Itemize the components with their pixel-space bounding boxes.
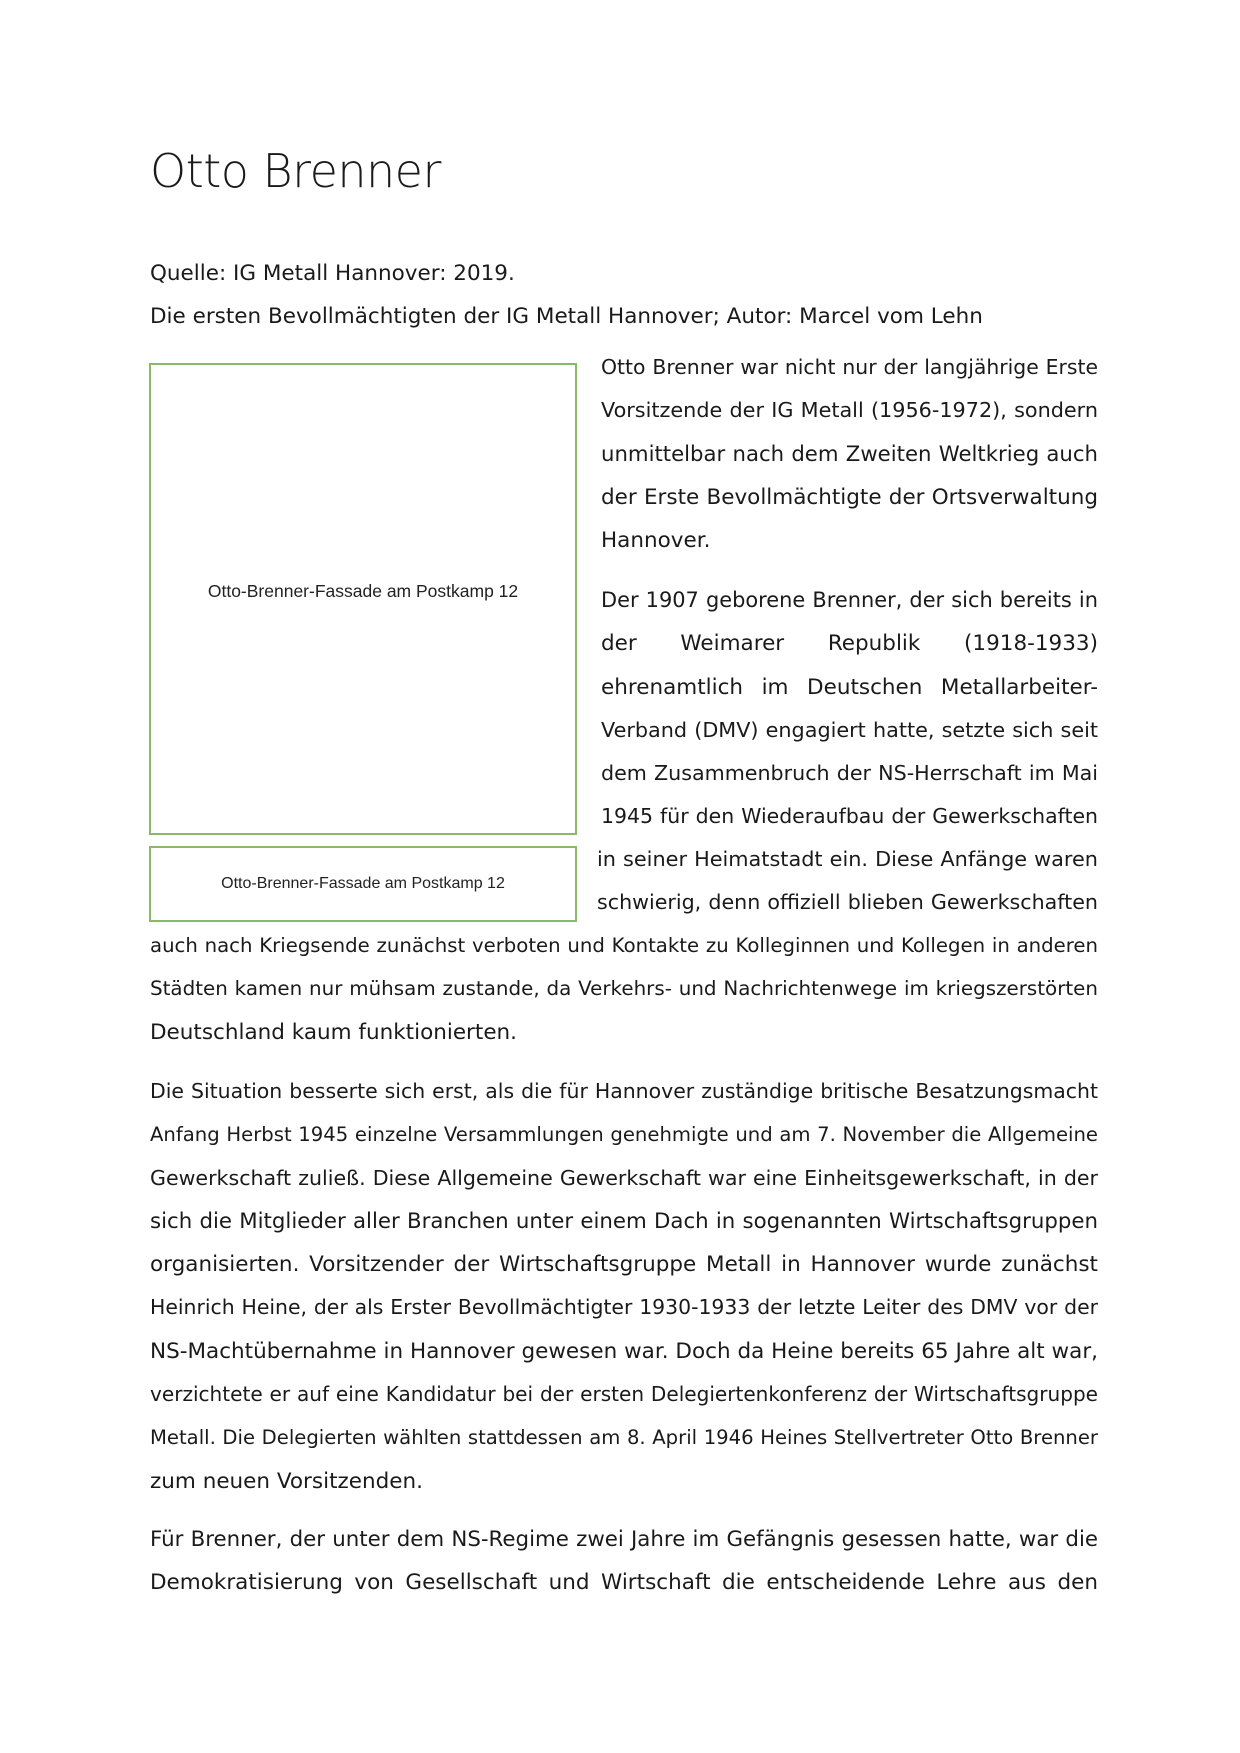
text-line: Anfang Herbst 1945 einzelne Versammlungen genehmigte und am 7. November die Allgemeine [150, 1123, 1098, 1147]
image-alt-text: Otto-Brenner-Fassade am Postkamp 12 [207, 581, 519, 601]
text-line: Demokratisierung von Gesellschaft und Wirtschaft die entscheidende Lehre aus den [150, 1570, 1098, 1596]
paragraph-3 [150, 1070, 1098, 1503]
source-line: Die ersten Bevollmächtigten der IG Metall Hannover; Autor: Marcel vom Lehn [150, 304, 983, 329]
text-line: dem Zusammenbruch der NS-Herrschaft im Mai [601, 761, 1098, 786]
paragraph-2-part-c [150, 924, 1098, 1054]
text-line: Der 1907 geborene Brenner, der sich bereits in [601, 588, 1098, 612]
text-line: zum neuen Vorsitzenden. [150, 1468, 423, 1494]
text-line: unmittelbar nach dem Zweiten Weltkrieg auch [601, 441, 1098, 467]
text-line: 1945 für den Wiederaufbau der Gewerkschaften [601, 804, 1098, 829]
text-line: auch nach Kriegsende zunächst verboten und Kontakte zu Kolleginnen und Kollegen in anderen [150, 934, 1098, 957]
text-line: Gewerkschaft zuließ. Diese Allgemeine Gewerkschaft war eine Einheitsgewerkschaft, in der [150, 1165, 1098, 1190]
text-line: Verband (DMV) engagiert hatte, setzte sich seit [601, 717, 1098, 742]
text-line: Deutschland kaum funktionierten. [150, 1019, 518, 1045]
source-line: Quelle: IG Metall Hannover: 2019. [150, 261, 515, 286]
text-line: sich die Mitglieder aller Branchen unter einem Dach in sogenannten Wirtschaftsgruppen [150, 1208, 1098, 1234]
text-line: Metall. Die Delegierten wählten stattdessen am 8. April 1946 Heines Stellvertreter Otto Brenner [150, 1426, 1098, 1450]
text-line: in seiner Heimatstadt ein. Diese Anfänge waren [597, 847, 1098, 871]
text-line: der Weimarer Republik (1918-1933) [601, 631, 1098, 657]
page-title: Otto Brenner [150, 144, 441, 198]
image-placeholder [149, 363, 577, 835]
text-line: ehrenamtlich im Deutschen Metallarbeiter- [601, 674, 1098, 700]
source-block [150, 252, 1110, 338]
text-line: organisierten. Vorsitzender der Wirtschaftsgruppe Metall in Hannover wurde zunächst [150, 1252, 1098, 1278]
text-line: schwierig, denn offiziell blieben Gewerkschaften [597, 890, 1098, 915]
text-line: Die Situation besserte sich erst, als die für Hannover zuständige britische Besatzungsmacht [150, 1079, 1098, 1103]
paragraph-2-part-a [601, 579, 1098, 839]
text-line: verzichtete er auf eine Kandidatur bei der ersten Delegiertenkonferenz der Wirtschaftsgruppe [150, 1382, 1098, 1407]
text-line: Städten kamen nur mühsam zustande, da Verkehrs- und Nachrichtenwege im kriegszerstörten [150, 977, 1098, 1001]
text-line: Hannover. [601, 528, 711, 554]
text-line: Vorsitzende der IG Metall (1956-1972), sondern [601, 398, 1098, 423]
paragraph-4 [150, 1518, 1098, 1605]
text-line: Otto Brenner war nicht nur der langjährige Erste [601, 355, 1098, 379]
text-line: Heinrich Heine, der als Erster Bevollmächtigter 1930-1933 der letzte Leiter des DMV vor der [150, 1295, 1098, 1320]
text-line: NS-Machtübernahme in Hannover gewesen war. Doch da Heine bereits 65 Jahre alt war, [150, 1338, 1098, 1364]
text-line: der Erste Bevollmächtigte der Ortsverwaltung [601, 484, 1098, 510]
paragraph-1 [601, 346, 1098, 562]
text-line: Für Brenner, der unter dem NS-Regime zwei Jahre im Gefängnis gesessen hatte, war die [150, 1527, 1098, 1552]
paragraph-2-part-b [597, 838, 1098, 925]
image-caption: Otto-Brenner-Fassade am Postkamp 12 [149, 846, 577, 922]
